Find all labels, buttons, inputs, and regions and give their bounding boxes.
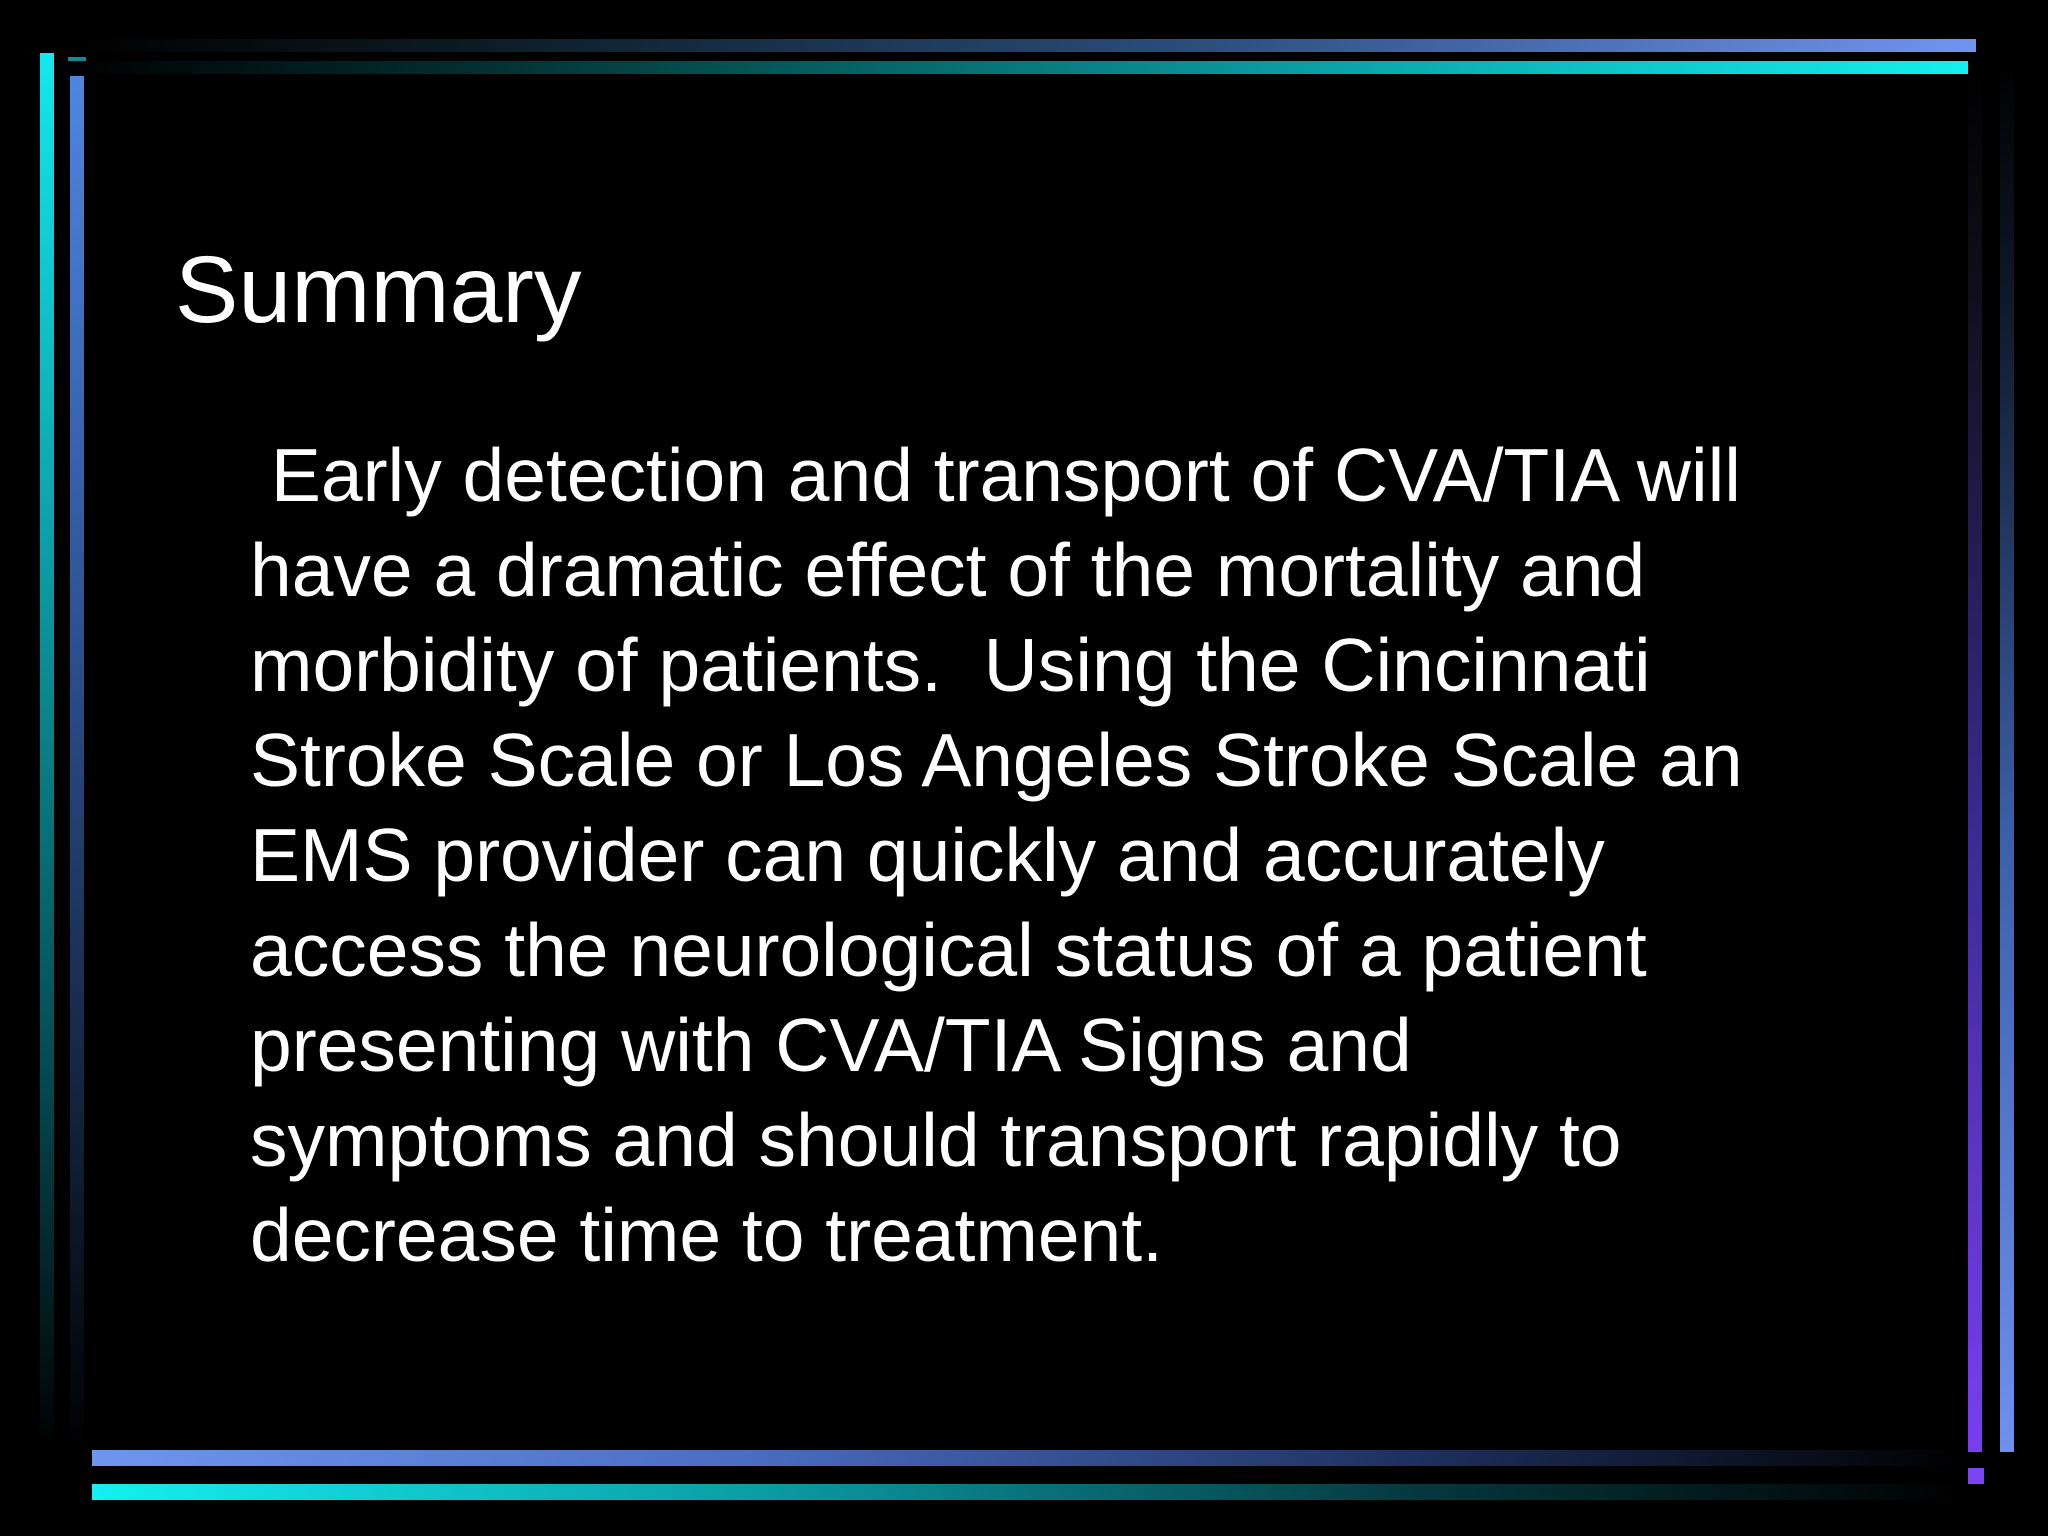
decorative-right-square [1968,1468,1984,1484]
decorative-left-bar-blue [70,76,84,1456]
body-line: Stroke Scale or Los Angeles Stroke Scale an [250,718,1743,802]
slide-title: Summary [175,237,582,343]
decorative-bottom-bar-blue [92,1450,1968,1466]
body-line: Early detection and transport of CVA/TIA will [250,433,1741,517]
decorative-top-bar-blue [68,39,1976,52]
body-line: decrease time to treatment. [250,1193,1163,1277]
body-line: have a dramatic effect of the mortality and [250,528,1646,612]
slide-body [250,428,1890,1283]
body-line: EMS provider can quickly and accurately [250,813,1605,897]
body-line: presenting with CVA/TIA Signs and [250,1003,1412,1087]
decorative-top-bar-cyan [68,61,1976,74]
decorative-right-bar-violet [1968,60,1982,1452]
decorative-right-bar-blue [2000,60,2014,1452]
body-line: access the neurological status of a patient [250,908,1647,992]
decorative-bottom-bar-cyan [92,1484,1968,1500]
decorative-left-bar-cyan [40,53,54,1453]
body-line: symptoms and should transport rapidly to [250,1098,1622,1182]
body-line: morbidity of patients. Using the Cincinnati [250,623,1651,707]
